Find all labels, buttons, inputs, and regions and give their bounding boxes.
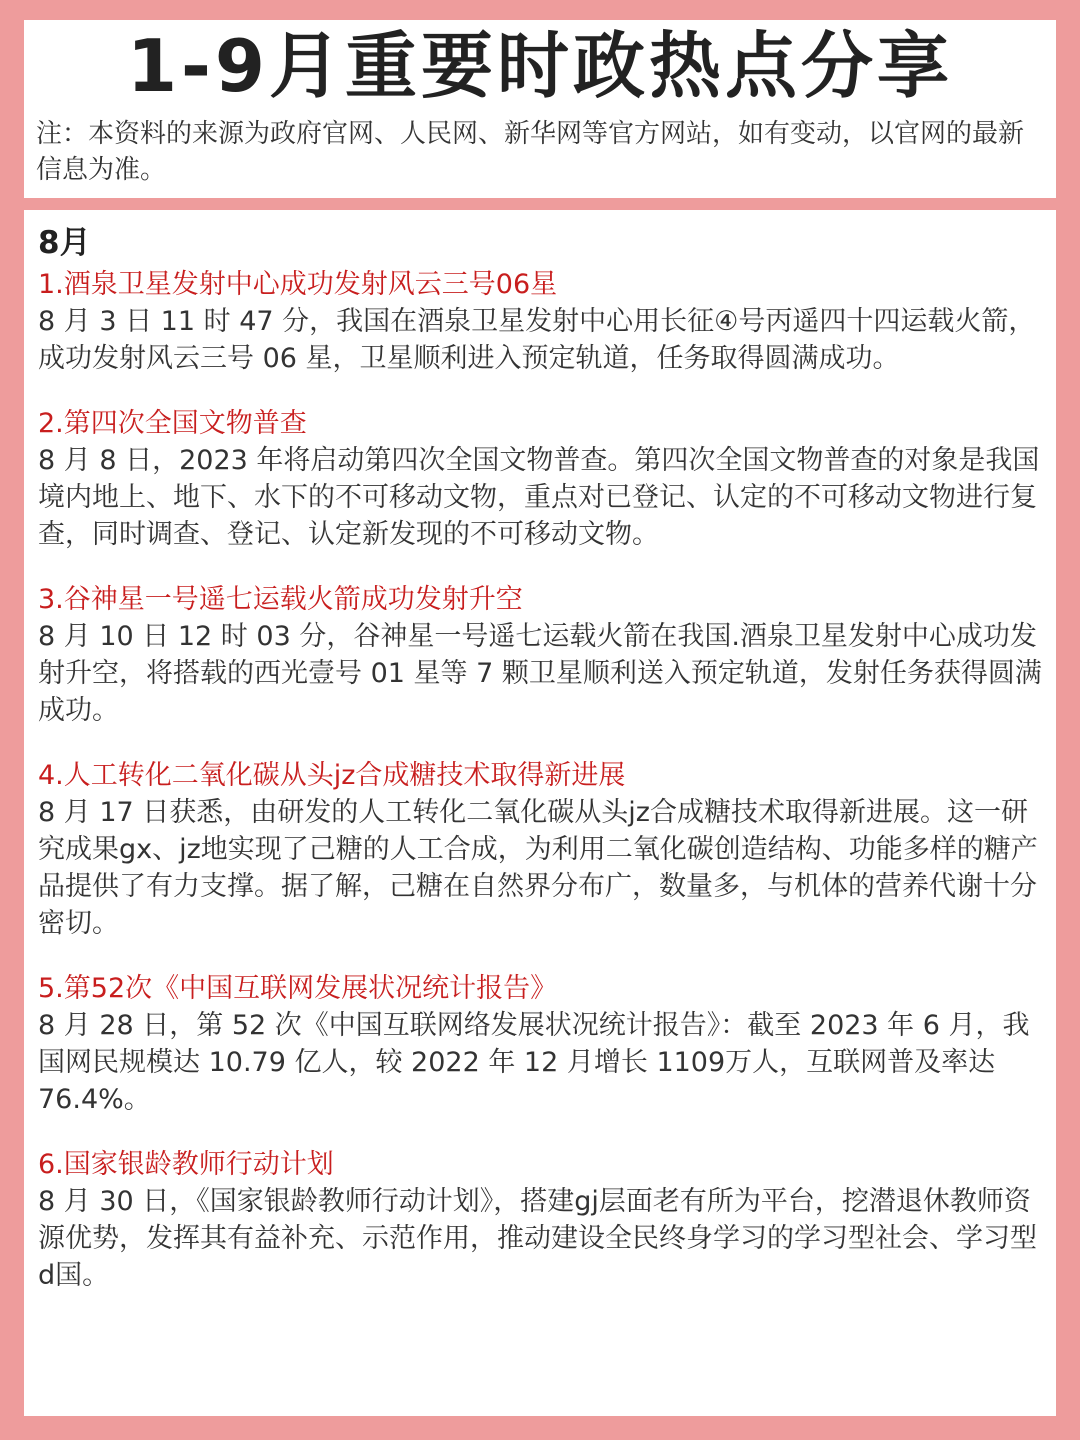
news-item-body: 8 月 10 日 12 时 03 分，谷神星一号遥七运载火箭在我国.酒泉卫星发射中心成功发射升空，将搭载的西光壹号 01 星等 7 颗卫星顺利送入预定轨道，发射任务获得圆满成功。 (38, 621, 1042, 726)
news-item-body: 8 月 17 日获悉，由研发的人工转化二氧化碳从头jz合成糖技术取得新进展。这一研究成果gx、jz地实现了己糖的人工合成，为利用二氧化碳创造结构、功能多样的糖产品提供了有力支撑。据了解，己糖在自然界分布广，数量多，与机体的营养代谢十分密切。 (38, 797, 1038, 939)
header-panel (24, 20, 1056, 198)
news-item (38, 266, 1042, 377)
news-item-title: 2.第四次全国文物普查 (38, 408, 307, 439)
news-item-title: 6.国家银龄教师行动计划 (38, 1149, 334, 1180)
page-title: 1-9月重要时政热点分享 (126, 24, 954, 108)
news-item (38, 970, 1042, 1118)
news-item (38, 1146, 1042, 1294)
news-item-title: 3.谷神星一号遥七运载火箭成功发射升空 (38, 584, 523, 615)
month-heading: 8月 (38, 225, 91, 261)
news-item (38, 581, 1042, 729)
news-item-title: 4.人工转化二氧化碳从头jz合成糖技术取得新进展 (38, 760, 626, 791)
news-item-body: 8 月 28 日，第 52 次《中国互联网络发展状况统计报告》：截至 2023 年 6 月，我国网民规模达 10.79 亿人，较 2022 年 12 月增长 1109万人，互联网普及率达 76.4%。 (38, 1010, 1030, 1115)
content-panel (24, 210, 1056, 1416)
news-item (38, 405, 1042, 553)
news-item-body: 8 月 8 日，2023 年将启动第四次全国文物普查。第四次全国文物普查的对象是我国境内地上、地下、水下的不可移动文物，重点对已登记、认定的不可移动文物进行复查，同时调查、登记、认定新发现的不可移动文物。 (38, 445, 1040, 550)
news-item-body: 8 月 3 日 11 时 47 分，我国在酒泉卫星发射中心用长征④号丙遥四十四运载火箭，成功发射风云三号 06 星，卫星顺利进入预定轨道，任务取得圆满成功。 (38, 306, 1036, 374)
news-item (38, 757, 1042, 942)
news-item-title: 5.第52次《中国互联网发展状况统计报告》 (38, 973, 558, 1004)
source-note: 注：本资料的来源为政府官网、人民网、新华网等官方网站，如有变动，以官网的最新信息为准。 (36, 119, 1025, 185)
news-item-title: 1.酒泉卫星发射中心成功发射风云三号06星 (38, 269, 558, 300)
news-item-body: 8 月 30 日，《国家银龄教师行动计划》，搭建gj层面老有所为平台，挖潜退休教师资源优势，发挥其有益补充、示范作用，推动建设全民终身学习的学习型社会、学习型d国。 (38, 1186, 1037, 1291)
